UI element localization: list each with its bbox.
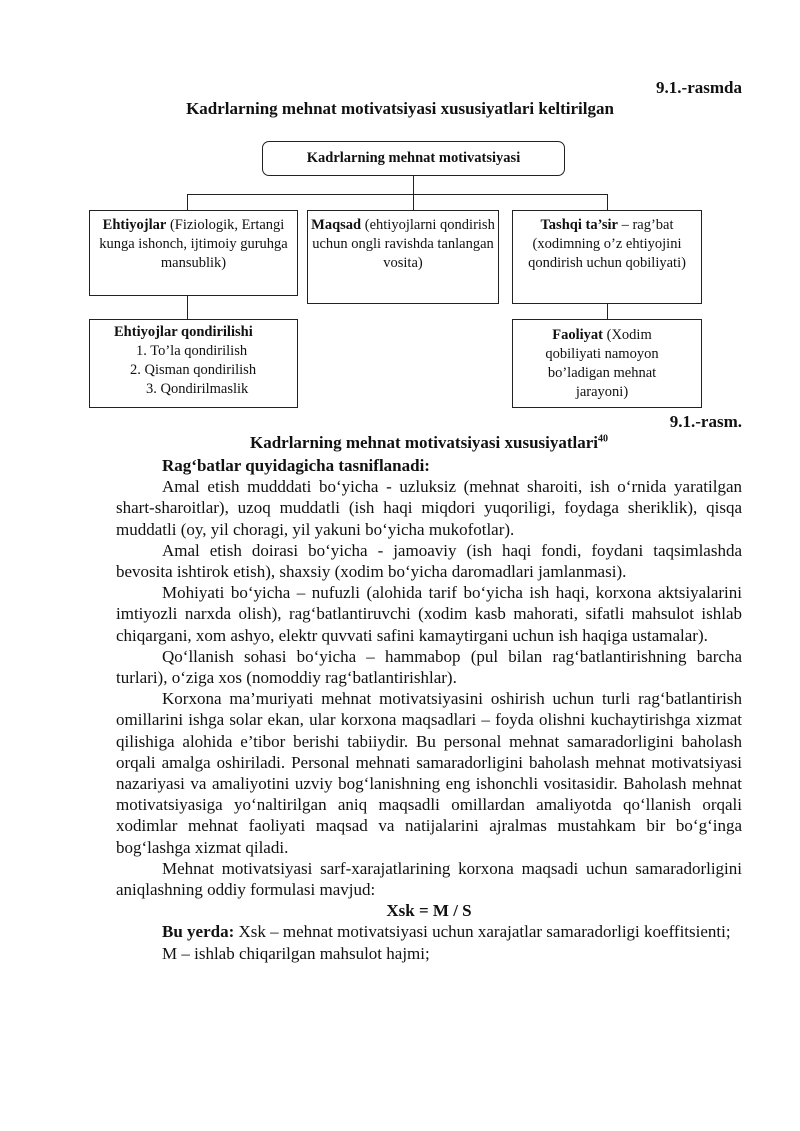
paragraph: Mohiyati bo‘yicha – nufuzli (alohida tarif bo‘yicha ish haqi, korxona aktsiyalarini imtiyozli narxda olish), rag‘batlantiruvchi (xodim kasb mahorati, sifatli mahsulot ishlab chiqargani, xom ashyo, elektr quvvati safini kamaytirgani uchun ish haqiga ustamalar). bbox=[116, 583, 742, 645]
satisfaction-item: 3. Qondirilmaslik bbox=[146, 381, 249, 397]
diagram-incentive-box bbox=[512, 210, 702, 304]
paragraph: Amal etish mudddati bo‘yicha - uzluksiz (mehnat sharoiti, ish o‘rnida yaratilgan shart-sharoitlar), uzoq muddatli (ish haqi miqdori yuqoriligi, foydaga sheriklik), qisqa muddatli (oy, yil choragi, yil yakuni bo‘yicha mukofotlar). bbox=[116, 477, 742, 539]
paragraph: Qo‘llanish sohasi bo‘yicha – hammabop (pul bilan rag‘batlantirishning barcha turlari), o‘ziga xos (nomoddiy rag‘batlantirishlar). bbox=[116, 646, 742, 688]
connector-needs-down bbox=[187, 296, 188, 319]
diagram-needs-box bbox=[89, 210, 298, 296]
footnote-marker: 40 bbox=[598, 433, 609, 445]
formula-legend-text: Xsk – mehnat motivatsiyasi uchun xarajatlar samaradorligi koeffitsienti; bbox=[234, 922, 731, 942]
satisfaction-item: 1. To’la qondirilish bbox=[136, 343, 248, 359]
activity-label: Faoliyat bbox=[552, 327, 603, 343]
formula: Xsk = M / S bbox=[386, 901, 472, 921]
diagram-activity-box bbox=[512, 319, 702, 408]
formula-legend-label: Bu yerda: bbox=[162, 922, 235, 942]
goal-description: (ehtiyojlarni qondirish uchun ongli ravishda tanlangan vosita) bbox=[312, 217, 495, 271]
diagram-goal-box bbox=[307, 210, 499, 304]
body-text bbox=[116, 455, 742, 964]
incentive-label: Tashqi ta’sir bbox=[540, 217, 618, 233]
figure-caption bbox=[116, 433, 742, 453]
paragraph: Mehnat motivatsiyasi sarf-xarajatlarining korxona maqsadi uchun samaradorligini aniqlashning oddiy formulasi mavjud: bbox=[116, 858, 742, 900]
figure-caption-text: Kadrlarning mehnat motivatsiyasi xususiyatlari bbox=[249, 433, 599, 452]
paragraph-heading: Rag‘batlar quyidagicha tasniflanadi: bbox=[162, 456, 430, 475]
paragraph: M – ishlab chiqarilgan mahsulot hajmi; bbox=[162, 943, 430, 963]
needs-label: Ehtiyojlar bbox=[102, 217, 167, 233]
diagram-satisfaction-box bbox=[89, 319, 298, 408]
satisfaction-item: 2. Qisman qondirilish bbox=[130, 362, 257, 378]
figure-reference-top: 9.1.-rasmda bbox=[656, 78, 742, 97]
figure-number: 9.1.-rasm. bbox=[669, 412, 742, 431]
paragraph: Korxona ma’muriyati mehnat motivatsiyasini oshirish uchun turli rag‘batlantirish omillarini ishga solar ekan, ular korxona maqsadlari – foyda olishni kuchaytirishga xizmat qilishiga alohida e’tibor berishi tabiiydir. Bu personal mehnat samaradorligini baholash orqali amalga oshiriladi. Personal mehnati samaradorligini baholash mehnat motivatsiyasi nazariyasi va amaliyotini uzviy bog‘lanishning eng ishonchli vositasidir. Baholash mehnat motivatsiyasiga yo‘naltirilgan aniq maqsadli omillardan amaliyotda qo‘llanish orqali xodimlar mehnat faoliyati maqsad va natijalarini ajralmas mustahkam bir bo‘g‘inga bog‘lashga xizmat qiladi. bbox=[116, 689, 742, 857]
connector-root-down bbox=[413, 176, 414, 210]
page-heading: Kadrlarning mehnat motivatsiyasi xususiyatlari keltirilgan bbox=[186, 99, 614, 118]
connector-left bbox=[187, 194, 188, 210]
diagram-root-box: Kadrlarning mehnat motivatsiyasi bbox=[262, 141, 565, 176]
connector-incentive-down bbox=[607, 304, 608, 319]
paragraph: Amal etish doirasi bo‘yicha - jamoaviy (ish haqi fondi, foydani taqsimlashda bevosita ishtirok etish), shaxsiy (xodim bo‘yicha daromadlari jamlanmasi). bbox=[116, 540, 742, 582]
incentive-description: – rag’bat (xodimning o’z ehtiyojini qondirish uchun qobiliyati) bbox=[528, 217, 686, 271]
connector-horizontal bbox=[187, 194, 608, 195]
connector-right bbox=[607, 194, 608, 210]
goal-label: Maqsad bbox=[311, 217, 362, 233]
activity-description: (Xodim qobiliyati namoyon bo’ladigan mehnat jarayoni) bbox=[545, 327, 659, 400]
paragraph bbox=[116, 921, 742, 942]
needs-description: (Fiziologik, Ertangi kunga ishonch, ijtimoiy guruhga mansublik) bbox=[99, 217, 288, 271]
satisfaction-title: Ehtiyojlar qondirilishi bbox=[114, 324, 253, 340]
